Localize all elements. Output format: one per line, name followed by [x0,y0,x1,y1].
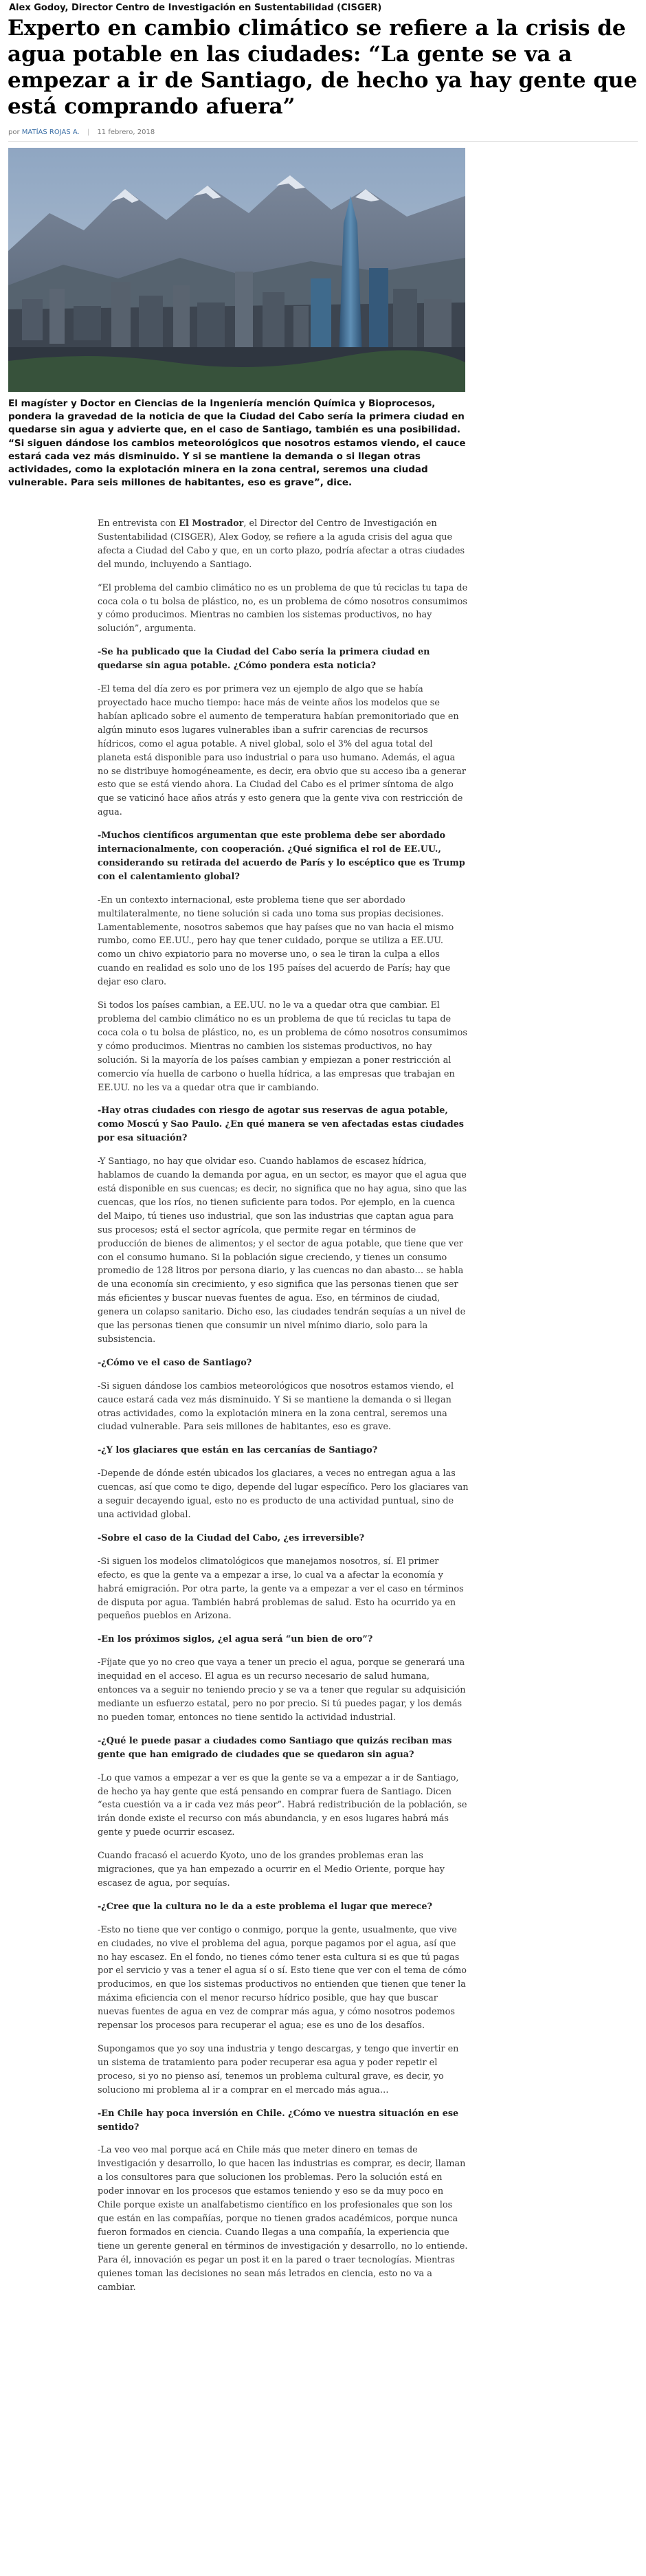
headline: Experto en cambio climático se refiere a la crisis de agua potable en las ciudades: “La gente se va a empezar a ir de Santiago, de hecho ya hay gente que está comprando afuera” [8,16,638,119]
article-paragraphs [98,582,469,2295]
interview-answer: “El problema del cambio climático no es un problema de que tú reciclas tu tapa de coca cola o tu bolsa de plástico, no, es un problema de cómo nosotros consumimos y cómo producimos. Mientras no cambien los sistemas productivos, no hay solución”, argumenta. [98,582,468,635]
intro-paragraph [98,517,469,572]
kicker: Alex Godoy, Director Centro de Investigación en Sustentabilidad (CISGER) [9,3,382,13]
santiago-skyline-image [8,148,465,392]
publish-date: 11 febrero, 2018 [97,129,155,136]
interview-answer: -La veo veo mal porque acá en Chile más que meter dinero en temas de investigación y desarrollo, lo que hacen las industrias es comprar, es decir, llaman a los consultores para que solucionen los problemas. Pero la solución está en poder innovar en los procesos que estamos teniendo y eso se da muy poco en Chile porque existe un analfabetismo científico en los profesionales que son los que están en las compañías, porque no tienen grados académicos, porque nunca fueron formados en ciencia. Cuando llegas a una compañía, la experiencia que tiene un gerente general en términos de investigación y desarrollo, no lo entiende. Para él, innovación es pegar un post it en la pared o traer tecnologías. Mientras quienes toman las decisiones no sean más letrados en ciencia, esto no va a cambiar. [98,2145,468,2293]
outlet-name: El Mostrador [179,518,244,529]
interview-question: -En Chile hay poca inversión en Chile. ¿Cómo ve nuestra situación en ese sentido? [98,2108,459,2133]
article-lead: El magíster y Doctor en Ciencias de la Ingeniería mención Química y Bioprocesos, pondera la gravedad de la noticia de que la Ciudad del Cabo sería la primera ciudad en quedarse sin agua y advierte que, en el caso de Santiago, también es una posibilidad. “Si siguen dándose los cambios meteorológicos que nosotros estamos viendo, el cauce estará cada vez más disminuido. Y si se mantiene la demanda o si llegan otras actividades, como la explotación minera en la zona central, seremos una ciudad vulnerable. Para seis millones de habitantes, eso es grave”, dice. [8,398,466,489]
interview-answer: Cuando fracasó el acuerdo Kyoto, uno de los grandes problemas eran las migraciones, que ya han empezado a ocurrir en el Medio Oriente, porque hay escasez de agua, por sequías. [98,1851,445,1889]
interview-question: -¿Cómo ve el caso de Santiago? [98,1357,252,1368]
interview-answer: -Lo que vamos a empezar a ver es que la gente se va a empezar a ir de Santiago, de hecho ya hay gente que está pensando en comprar fuera de Santiago. Dicen “esta cuestión va a ir cada vez más peor”. Habrá redistribución de la población, se irán donde existe el recurso con más abundancia, y en esos lugares habrá más gente y puede ocurrir escasez. [98,1772,467,1838]
interview-question: -¿Cree que la cultura no le da a este problema el lugar que merece? [98,1901,433,1912]
intro-before: En entrevista con [98,518,179,529]
article-body [98,517,469,2304]
interview-answer: -Y Santiago, no hay que olvidar eso. Cuando hablamos de escasez hídrica, hablamos de cuando la demanda por agua, en un sector, es mayor que el agua que está disponible en sus cuencas; es decir, no significa que no hay agua, sino que las cuencas, que los ríos, no tienen suficiente para todos. Por ejemplo, en la cuenca del Maipo, tú tienes uso industrial, que son las industrias que captan agua para sus procesos; está el sector agrícola, que permite regar en términos de producción de bienes de alimentos; y el sector de agua potable, que tiene que ver con el consumo humano. Si la población sigue creciendo, y tienes un consumo promedio de 128 litros por persona diario, y las cuencas no dan abasto… se habla de una economía sin crecimiento, y eso significa que las personas tienen que ser más eficientes y buscar nuevas fuentes de agua. Eso, en términos de ciudad, genera un colapso sanitario. Dicho eso, las ciudades tendrán sequías a un nivel de que las personas tienen que consumir un nivel mínimo diario, solo para la subsistencia. [98,1156,467,1345]
interview-answer: Si todos los países cambian, a EE.UU. no le va a quedar otra que cambiar. El problema del cambio climático no es un problema de que tú reciclas tu tapa de coca cola o tu bolsa de plástico, no, es un problema de cómo nosotros consumimos y cómo producimos. Mientras no cambien los sistemas productivos, no hay solución. Si la mayoría de los países cambian y empiezan a poner restricción al comercio vía huella de carbono o huella hídrica, a las empresas que trabajan en EE.UU. no les va a quedar otra que ir cambiando. [98,1000,467,1093]
interview-question: -Sobre el caso de la Ciudad del Cabo, ¿es irreversible? [98,1532,365,1543]
author-link[interactable]: MATÍAS ROJAS A. [21,129,80,136]
interview-question: -En los próximos siglos, ¿el agua será “un bien de oro”? [98,1634,373,1645]
interview-answer: -Si siguen los modelos climatológicos que manejamos nosotros, sí. El primer efecto, es que la gente va a empezar a irse, lo cual va a afectar la economía y habrá emigración. Por otra parte, la gente va a empezar a ver el caso en términos de disputa por agua. También habrá problemas de salud. Esto ha ocurrido ya en pequeños pueblos en Arizona. [98,1556,464,1622]
interview-answer: -Esto no tiene que ver contigo o conmigo, porque la gente, usualmente, que vive en ciudades, no vive el problema del agua, porque pagamos por el agua, así que no hay escasez. En el fondo, no tienes cómo tener esta cultura si es que tú pagas por el servicio y vas a tener el agua sí o sí. Esto tiene que ver con el tema de cómo producimos, en que los sistemas productivos no entienden que tienen que tener la máxima eficiencia con el menor recurso hídrico posible, que hay que buscar nuevas fuentes de agua en vez de comprar más agua, y cómo nosotros podemos repensar los procesos para recuperar el agua; ese es uno de los desafíos. [98,1924,467,2032]
interview-question: -Se ha publicado que la Ciudad del Cabo sería la primera ciudad en quedarse sin agua potable. ¿Cómo pondera esta noticia? [98,647,430,672]
interview-question: -¿Qué le puede pasar a ciudades como Santiago que quizás reciban mas gente que han emigrado de ciudades que se quedaron sin agua? [98,1735,452,1760]
header-divider [8,141,638,142]
interview-answer: -Fíjate que yo no creo que vaya a tener un precio el agua, porque se generará una inequidad en el acceso. El agua es un recurso necesario de salud humana, entonces va a seguir no teniendo precio y se va a tener que regular su adquisición mediante un esfuerzo estatal, pero no por precio. Si tú puedes pagar, y los demás no pueden tomar, entonces no tiene sentido la actividad industrial. [98,1658,466,1723]
interview-answer: -Si siguen dándose los cambios meteorológicos que nosotros estamos viendo, el cauce estará cada vez más disminuido. Y Si se mantiene la demanda o si llegan otras actividades, como la explotación minera en la zona central, seremos una ciudad vulnerable. Para seis millones de habitantes, eso es grave. [98,1380,454,1433]
interview-answer: -En un contexto internacional, este problema tiene que ser abordado multilateralmente, no tiene solución si cada uno toma sus propias decisiones. Lamentablemente, nosotros sabemos que hay países que no van hacia el mismo rumbo, como EE.UU., pero hay que tener cuidado, porque se utiliza a EE.UU. como un chivo expiatorio para no moverse uno, o sea le tiran la culpa a ellos cuando en realidad es solo uno de los 195 países del acuerdo de París; hay que dejar eso claro. [98,894,454,988]
interview-question: -¿Y los glaciares que están en las cercanías de Santiago? [98,1445,378,1456]
byline [8,129,421,136]
article-photo [8,148,465,392]
byline-separator: | [87,129,90,136]
interview-answer: Supongamos que yo soy una industria y tengo descargas, y tengo que invertir en un sistema de tratamiento para poder recuperar esa agua y poder repetir el proceso, si yo no pienso así, tenemos un problema cultural grave, es decir, yo soluciono mi problema al ir a comprar en el mercado más agua… [98,2044,459,2095]
byline-prefix: por [8,129,20,136]
interview-question: -Hay otras ciudades con riesgo de agotar sus reservas de agua potable, como Moscú y Sao Paulo. ¿En qué manera se ven afectadas estas ciudades por esa situación? [98,1105,464,1144]
interview-answer: -Depende de dónde estén ubicados los glaciares, a veces no entregan agua a las cuencas, así que como te digo, depende del lugar específico. Pero los glaciares van a seguir decayendo igual, esto no es producto de una actividad puntual, sino de una actividad global. [98,1468,469,1520]
interview-question: -Muchos científicos argumentan que este problema debe ser abordado internacionalmente, con cooperación. ¿Qué significa el rol de EE.UU., considerando su retirada del acuerdo de París y lo escéptico que es Trump con el calentamiento global? [98,830,465,882]
intro-after: , el Director del Centro de Investigación en Sustentabilidad (CISGER), Alex Godoy, se refiere a la aguda crisis del agua que afecta a Ciudad del Cabo y que, en un corto plazo, podría afectar a otras ciudades del mundo, incluyendo a Santiago. [98,518,465,570]
interview-answer: -El tema del día zero es por primera vez un ejemplo de algo que se había proyectado hace mucho tiempo: hace más de veinte años los modelos que se habían aplicado sobre el aumento de temperatura habían premonitoriado que en algún minuto esos lugares vulnerables iban a sufrir carencias de recursos hídricos, como el agua potable. A nivel global, solo el 3% del agua total del planeta está disponible para uso industrial o para uso humano. Además, el agua no se distribuye homogéneamente, es decir, era obvio que su acceso iba a generar esto que se está viendo ahora. La Ciudad del Cabo es el primer síntoma de algo que se vaticinó hace años atrás y esto genera que la gente viva con restricción de agua. [98,684,466,818]
